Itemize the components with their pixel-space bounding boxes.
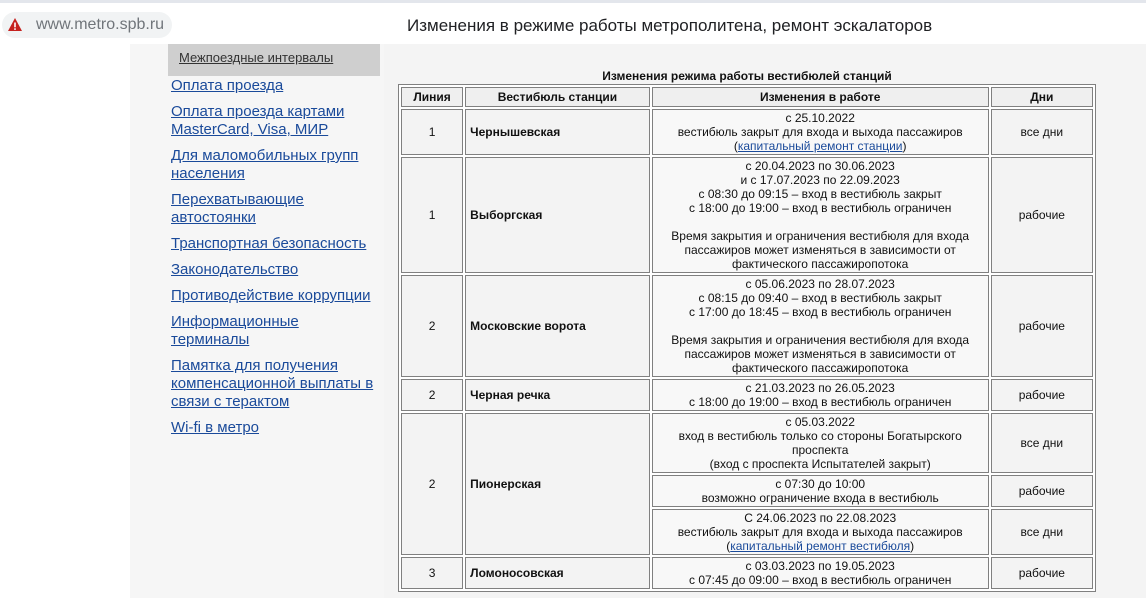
table-row [401,557,1093,589]
table-row [401,379,1093,411]
cell-station: Выборгская [465,157,650,273]
cell-station: Черная речка [465,379,650,411]
change-text: с 18:00 до 19:00 – вход в вестибюль ограничен [689,395,952,409]
change-text: с 08:30 до 09:15 – вход в вестибюль закрыт [698,187,942,201]
sidebar-item-active[interactable] [168,44,380,76]
cell-days: рабочие [991,275,1093,377]
browser-address-bar [0,0,1146,44]
cell-line: 2 [401,275,463,377]
cell-station: Ломоносовская [465,557,650,589]
cell-station: Московские ворота [465,275,650,377]
change-text: ( [726,539,731,553]
change-text: с 17:00 до 18:45 – вход в вестибюль ограничен [689,305,952,319]
cell-change [652,557,989,589]
link-capital-repair-station[interactable]: капитальный ремонт станции [737,139,903,153]
header-line: Линия [401,87,463,107]
cell-line: 2 [401,379,463,411]
change-text: (вход с проспекта Испытателей закрыт) [709,457,931,471]
table-header-row [401,87,1093,107]
cell-change [652,475,989,507]
change-text: ) [902,139,907,153]
sidebar-link-fare[interactable]: Оплата проезда [171,77,284,94]
change-text: с 07:45 до 09:00 – вход в вестибюль ограничен [689,573,952,587]
cell-line: 2 [401,413,463,555]
change-text: вход в вестибюль только со стороны Богатырского проспекта [678,429,962,457]
change-text: с 03.03.2023 по 19.05.2023 [745,559,895,573]
change-text: и с 17.07.2023 по 22.09.2023 [740,173,900,187]
change-text: с 05.03.2022 [785,415,855,429]
header-change: Изменения в работе [652,87,989,107]
change-text: с 08:15 до 09:40 – вход в вестибюль закрыт [698,291,942,305]
table-row [401,413,1093,473]
cell-change [652,275,989,377]
cell-line: 1 [401,109,463,155]
sidebar-nav [171,77,381,445]
sidebar-link-compensation[interactable]: Памятка для получения компенсационной выплаты в связи с терактом [171,357,374,410]
change-text: с 07:30 до 10:00 [775,477,866,491]
cell-station: Пионерская [465,413,650,555]
url-text: www.metro.spb.ru [36,16,165,33]
table-row [401,109,1093,155]
cell-change [652,379,989,411]
cell-line: 1 [401,157,463,273]
cell-days: рабочие [991,475,1093,507]
table-row [401,275,1093,377]
sidebar-link-legislation[interactable]: Законодательство [171,261,299,278]
change-text: С 24.06.2023 по 22.08.2023 [744,511,897,525]
cell-change [652,413,989,473]
cell-station: Чернышевская [465,109,650,155]
sidebar-link-info-terminals[interactable]: Информационные терминалы [171,313,299,348]
change-note: Время закрытия и ограничения вестибюля для входа пассажиров может изменяться в зависимости от фактического пассажиропотока [671,333,970,375]
cell-days: все дни [991,509,1093,555]
change-text: возможно ограничение входа в вестибюль [701,491,939,505]
sidebar-link-parking[interactable]: Перехватывающие автостоянки [171,191,304,226]
change-text: с 21.03.2023 по 26.05.2023 [745,381,895,395]
vestibule-changes-table [398,84,1096,592]
url-field[interactable] [2,12,172,38]
cell-change [652,157,989,273]
header-days: Дни [991,87,1093,107]
cell-days: все дни [991,109,1093,155]
cell-days: рабочие [991,379,1093,411]
page-title: Изменения в режиме работы метрополитена, ремонт эскалаторов [407,16,933,35]
sidebar-link-anti-corruption[interactable]: Противодействие коррупции [171,287,371,304]
cell-days: рабочие [991,557,1093,589]
cell-line: 3 [401,557,463,589]
cell-change [652,509,989,555]
header-station: Вестибюль станции [465,87,650,107]
change-text: вестибюль закрыт для входа и выхода пассажиров [677,125,963,139]
table-row [401,157,1093,273]
table-caption: Изменения режима работы вестибюлей станций [602,69,892,83]
cell-days: все дни [991,413,1093,473]
change-text: с 05.06.2023 по 28.07.2023 [745,277,895,291]
link-capital-repair-vestibule[interactable]: капитальный ремонт вестибюля [730,539,911,553]
sidebar-link-card-payment[interactable]: Оплата проезда картами MasterCard, Visa, МИР [171,103,345,138]
change-text: с 25.10.2022 [785,111,855,125]
cell-change [652,109,989,155]
change-text: ( [733,139,738,153]
cell-days: рабочие [991,157,1093,273]
change-text: ) [910,539,915,553]
sidebar-link-transport-security[interactable]: Транспортная безопасность [171,235,367,252]
change-text: с 20.04.2023 по 30.06.2023 [745,159,895,173]
change-text: с 18:00 до 19:00 – вход в вестибюль ограничен [689,201,952,215]
change-note: Время закрытия и ограничения вестибюля для входа пассажиров может изменяться в зависимости от фактического пассажиропотока [671,229,970,271]
sidebar-link-low-mobility[interactable]: Для маломобильных групп населения [171,147,359,182]
sidebar-link-wifi[interactable]: Wi-fi в метро [171,419,260,436]
not-secure-warning-icon[interactable] [7,17,23,33]
sidebar-item-active-label: Межпоездные интервалы [179,50,334,65]
change-text: вестибюль закрыт для входа и выхода пассажиров [677,525,963,539]
